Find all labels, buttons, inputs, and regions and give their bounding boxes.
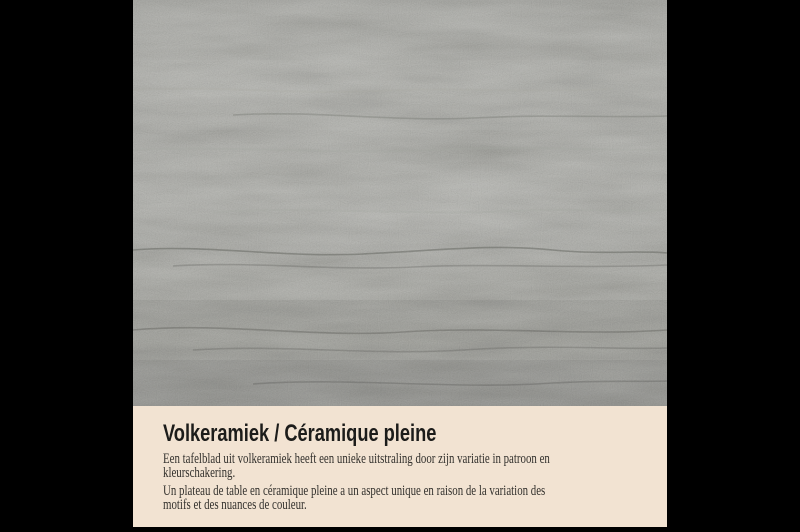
description-line: Un plateau de table en céramique pleine a un aspect unique en raison de la variation des [163, 483, 546, 499]
description-line: Een tafelblad uit volkeramiek heeft een unieke uitstraling door zijn variatie in patroon en [163, 451, 550, 467]
description-line: kleurschakering. [163, 465, 236, 481]
description-dutch [163, 452, 637, 480]
description-panel [133, 406, 667, 527]
product-card [133, 0, 667, 527]
ceramic-texture-photo [133, 0, 667, 406]
description-french [163, 484, 637, 512]
stone-texture-graphic [133, 0, 667, 406]
product-title: Volkeramiek / Céramique pleine [163, 420, 437, 447]
description-line: motifs et des nuances de couleur. [163, 497, 307, 513]
